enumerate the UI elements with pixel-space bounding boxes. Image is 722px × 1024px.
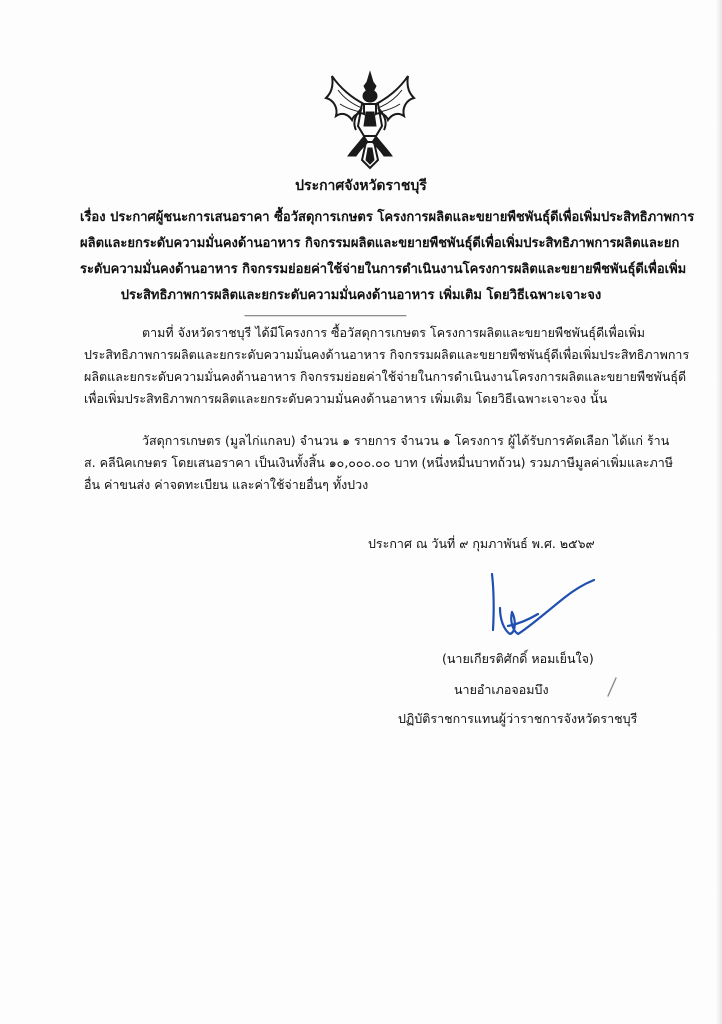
pen-mark (604, 676, 620, 698)
subject-line: ประสิทธิภาพการผลิตและยกระดับความมั่นคงด้านอาหาร เพิ่มเติม โดยวิธีเฉพาะเจาะจง (120, 288, 602, 303)
subject-line: ผลิตและยกระดับความมั่นคงด้านอาหาร กิจกรรมผลิตและขยายพืชพันธุ์ดีเพื่อเพิ่มประสิทธิภาพการผลิตและยก (80, 236, 680, 251)
announcement-date: ประกาศ ณ วันที่ ๙ กุมภาพันธ์ พ.ศ. ๒๕๖๙ (368, 536, 595, 551)
handwritten-signature (478, 568, 598, 644)
body-paragraph-1 (84, 322, 690, 410)
body-paragraph-2 (84, 430, 673, 496)
body-line: วัสดุการเกษตร (มูลไก่แกลบ) จำนวน ๑ รายการ จำนวน ๑ โครงการ ผู้ได้รับการคัดเลือก ได้แก่ ร้าน (142, 433, 670, 448)
body-line: ผลิตและยกระดับความมั่นคงด้านอาหาร กิจกรรมย่อยค่าใช้จ่ายในการดำเนินงานโครงการผลิตและขยายพืชพันธุ์ดี (84, 369, 687, 384)
body-line: ตามที่ จังหวัดราชบุรี ได้มีโครงการ ซื้อวัสดุการเกษตร โครงการผลิตและขยายพืชพันธุ์ดีเพื่อเพิ่ม (142, 325, 645, 340)
body-line: อื่น ค่าขนส่ง ค่าจดทะเบียน และค่าใช้จ่ายอื่นๆ ทั้งปวง (84, 477, 369, 492)
subject-block (80, 205, 695, 309)
subject-line: ระดับความมั่นคงด้านอาหาร กิจกรรมย่อยค่าใช้จ่ายในการดำเนินงานโครงการผลิตและขยายพืชพันธุ์ดีเพื่อเพิ่ม (80, 262, 687, 277)
signatory-position: นายอำเภอจอมบึง (454, 682, 549, 697)
signatory-acting-position: ปฏิบัติราชการแทนผู้ว่าราชการจังหวัดราชบุรี (398, 711, 638, 726)
page-edge-shadow (716, 0, 722, 1024)
document-title: ประกาศจังหวัดราชบุรี (295, 178, 427, 194)
body-line: ส. คลีนิคเกษตร โดยเสนอราคา เป็นเงินทั้งสิ้น ๑๐,๐๐๐.๐๐ บาท (หนึ่งหมื่นบาทถ้วน) รวมภาษีมูลค่าเพิ่มและภาษี (84, 455, 673, 470)
subject-line: เรื่อง ประกาศผู้ชนะการเสนอราคา ซื้อวัสดุการเกษตร โครงการผลิตและขยายพืชพันธุ์ดีเพื่อเพิ่มประสิทธิภาพการ (80, 210, 695, 225)
dashed-divider: ------------------------------------------------------------------------ (244, 311, 406, 321)
garuda-emblem-icon (322, 68, 418, 172)
signatory-name: (นายเกียรติศักดิ์ หอมเย็นใจ) (442, 651, 594, 666)
body-line: ประสิทธิภาพการผลิตและยกระดับความมั่นคงด้านอาหาร กิจกรรมผลิตและขยายพืชพันธุ์ดีเพื่อเพิ่มประสิทธิภาพการ (84, 347, 690, 362)
body-line: เพื่อเพิ่มประสิทธิภาพการผลิตและยกระดับความมั่นคงด้านอาหาร เพิ่มเติม โดยวิธีเฉพาะเจาะจง นั้น (84, 391, 608, 406)
